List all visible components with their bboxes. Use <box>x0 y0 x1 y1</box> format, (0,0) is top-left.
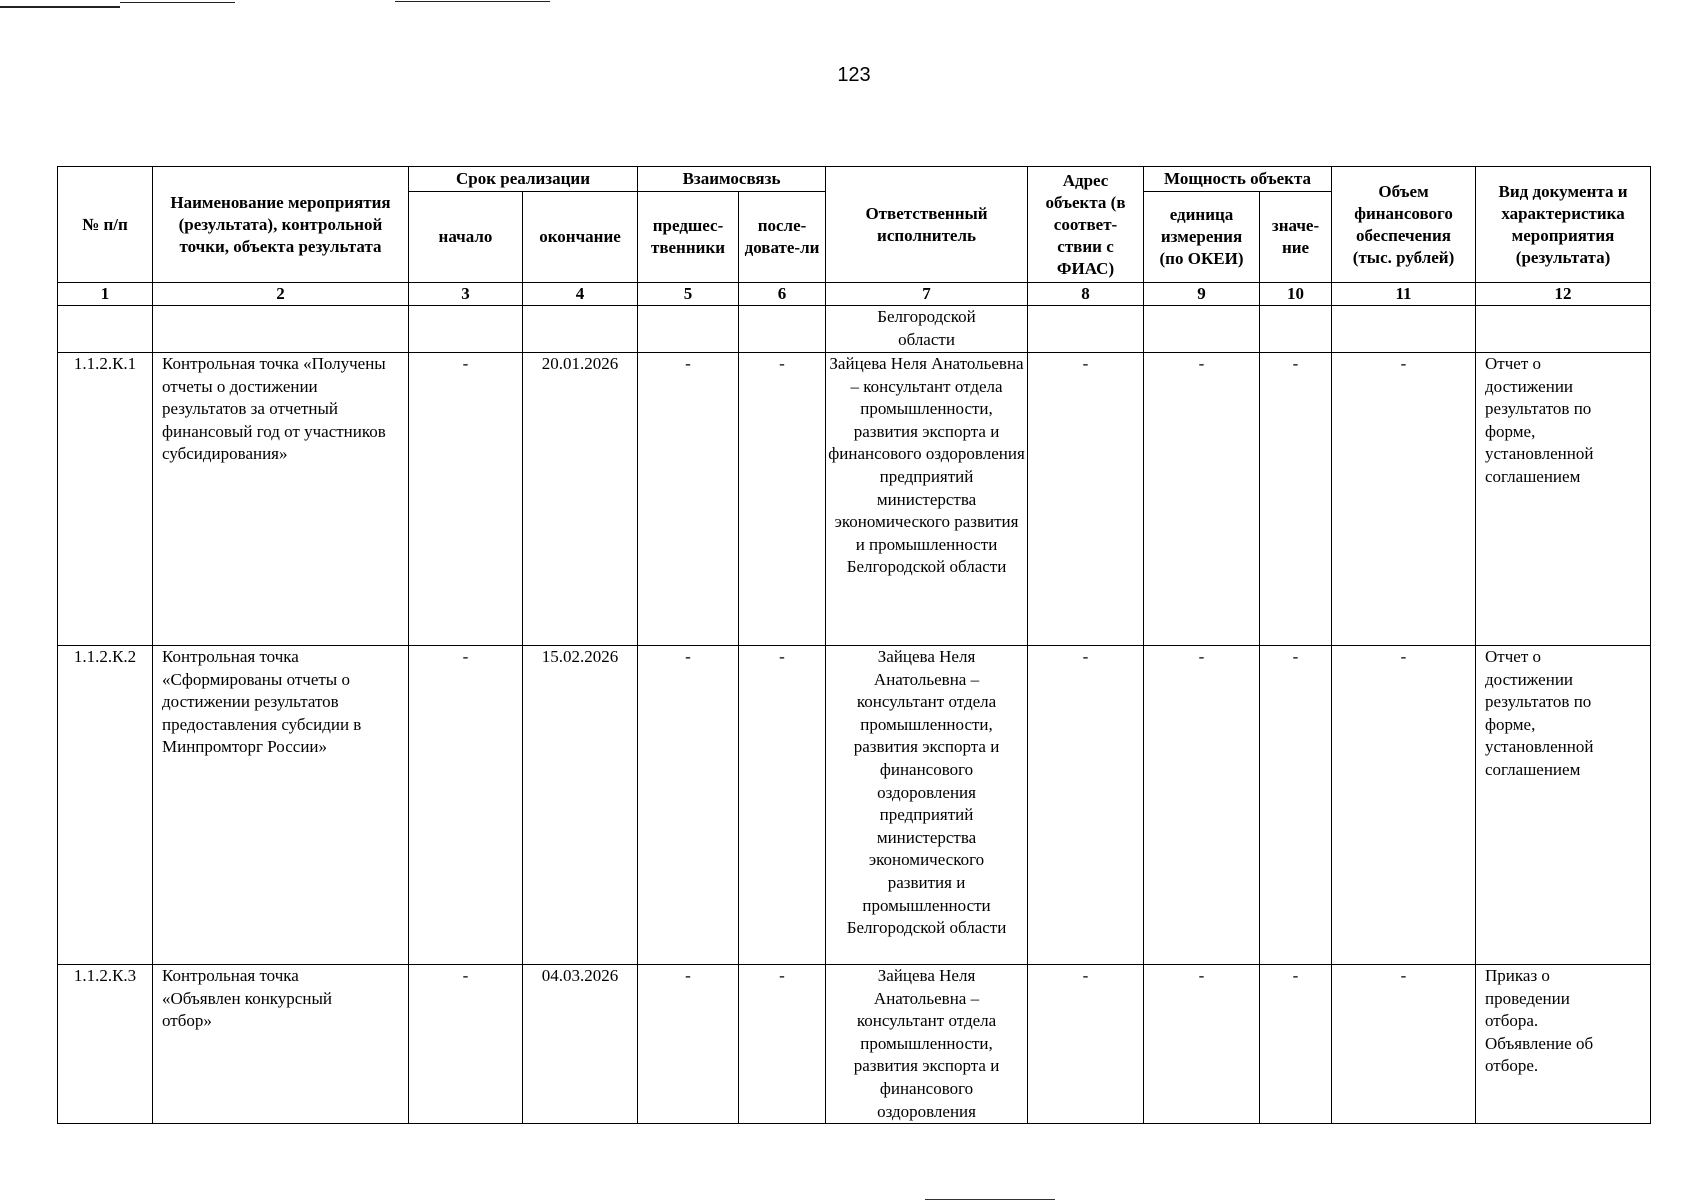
header-name: Наименование мероприятия (результата), контрольной точки, объекта результата <box>153 167 409 283</box>
cell-value: - <box>1260 965 1332 1124</box>
header-start: начало <box>409 192 523 283</box>
cell-responsible: Зайцева Неля Анатольевна – консультант отдела промышленности, развития экспорта и финансового оздоровления предприятий министерства экономического развития и промышленности Белгородской области <box>826 646 1028 965</box>
cell-doc <box>1476 306 1651 353</box>
table-row <box>58 306 1651 353</box>
cell-doc: Отчет о достижении результатов по форме, установленной соглашением <box>1476 646 1651 965</box>
header-period: Срок реализации <box>409 167 638 192</box>
cell-start: - <box>409 965 523 1124</box>
cell-num <box>58 306 153 353</box>
cell-doc: Отчет о достижении результатов по форме, установленной соглашением <box>1476 353 1651 646</box>
header-successors: после-довате-ли <box>739 192 826 283</box>
column-number: 5 <box>638 283 739 306</box>
cell-value <box>1260 306 1332 353</box>
scan-artifact-line <box>0 6 120 8</box>
header-predecessors: предшес-твенники <box>638 192 739 283</box>
scan-artifact-line <box>120 2 235 3</box>
cell-end: 20.01.2026 <box>523 353 638 646</box>
cell-responsible: Зайцева Неля Анатольевна – консультант отдела промышленности, развития экспорта и финансового оздоровления <box>826 965 1028 1124</box>
column-number: 11 <box>1332 283 1476 306</box>
cell-pred: - <box>638 353 739 646</box>
column-number: 8 <box>1028 283 1144 306</box>
cell-pred: - <box>638 646 739 965</box>
cell-address: - <box>1028 965 1144 1124</box>
cell-name: Контрольная точка «Получены отчеты о достижении результатов за отчетный финансовый год от участников субсидирования» <box>153 353 409 646</box>
schedule-table <box>57 166 1651 1124</box>
header-end: окончание <box>523 192 638 283</box>
cell-succ: - <box>739 965 826 1124</box>
header-unit: единица измерения (по ОКЕИ) <box>1144 192 1260 283</box>
column-number: 2 <box>153 283 409 306</box>
table-row <box>58 353 1651 646</box>
cell-pred <box>638 306 739 353</box>
cell-num: 1.1.2.К.3 <box>58 965 153 1124</box>
column-number: 4 <box>523 283 638 306</box>
cell-funding: - <box>1332 353 1476 646</box>
cell-unit: - <box>1144 965 1260 1124</box>
cell-start <box>409 306 523 353</box>
cell-num: 1.1.2.К.1 <box>58 353 153 646</box>
header-funding: Объем финансового обеспечения (тыс. рублей) <box>1332 167 1476 283</box>
cell-end: 15.02.2026 <box>523 646 638 965</box>
header-capacity: Мощность объекта <box>1144 167 1332 192</box>
cell-address <box>1028 306 1144 353</box>
cell-address: - <box>1028 646 1144 965</box>
column-number: 9 <box>1144 283 1260 306</box>
header-relation: Взаимосвязь <box>638 167 826 192</box>
header-doc: Вид документа и характеристика мероприятия (результата) <box>1476 167 1651 283</box>
cell-address: - <box>1028 353 1144 646</box>
cell-unit <box>1144 306 1260 353</box>
header-address: Адрес объекта (в соответ-ствии с ФИАС) <box>1028 167 1144 283</box>
column-number: 10 <box>1260 283 1332 306</box>
cell-responsible: Зайцева Неля Анатольевна – консультант отдела промышленности, развития экспорта и финансового оздоровления предприятий министерства экономического развития и промышленности Белгородской области <box>826 353 1028 646</box>
cell-doc: Приказ о проведении отбора. Объявление об отборе. <box>1476 965 1651 1124</box>
cell-end: 04.03.2026 <box>523 965 638 1124</box>
cell-end <box>523 306 638 353</box>
cell-start: - <box>409 353 523 646</box>
page-number: 123 <box>837 64 871 86</box>
column-number: 1 <box>58 283 153 306</box>
column-number: 6 <box>739 283 826 306</box>
cell-unit: - <box>1144 646 1260 965</box>
cell-responsible: Белгородской области <box>826 306 1028 353</box>
cell-funding: - <box>1332 646 1476 965</box>
header-responsible: Ответственный исполнитель <box>826 167 1028 283</box>
column-number: 12 <box>1476 283 1651 306</box>
table-row <box>58 965 1651 1124</box>
header-value: значе-ние <box>1260 192 1332 283</box>
cell-succ: - <box>739 646 826 965</box>
column-number: 3 <box>409 283 523 306</box>
cell-funding: - <box>1332 965 1476 1124</box>
cell-funding <box>1332 306 1476 353</box>
cell-value: - <box>1260 353 1332 646</box>
cell-start: - <box>409 646 523 965</box>
cell-name: Контрольная точка «Сформированы отчеты о достижении результатов предоставления субсидии в Минпромторг России» <box>153 646 409 965</box>
cell-value: - <box>1260 646 1332 965</box>
cell-num: 1.1.2.К.2 <box>58 646 153 965</box>
header-num: № п/п <box>58 167 153 283</box>
table-row <box>58 646 1651 965</box>
cell-name <box>153 306 409 353</box>
cell-succ <box>739 306 826 353</box>
cell-name: Контрольная точка «Объявлен конкурсный отбор» <box>153 965 409 1124</box>
column-number: 7 <box>826 283 1028 306</box>
scan-artifact-line <box>395 1 550 2</box>
cell-succ: - <box>739 353 826 646</box>
cell-pred: - <box>638 965 739 1124</box>
cell-unit: - <box>1144 353 1260 646</box>
